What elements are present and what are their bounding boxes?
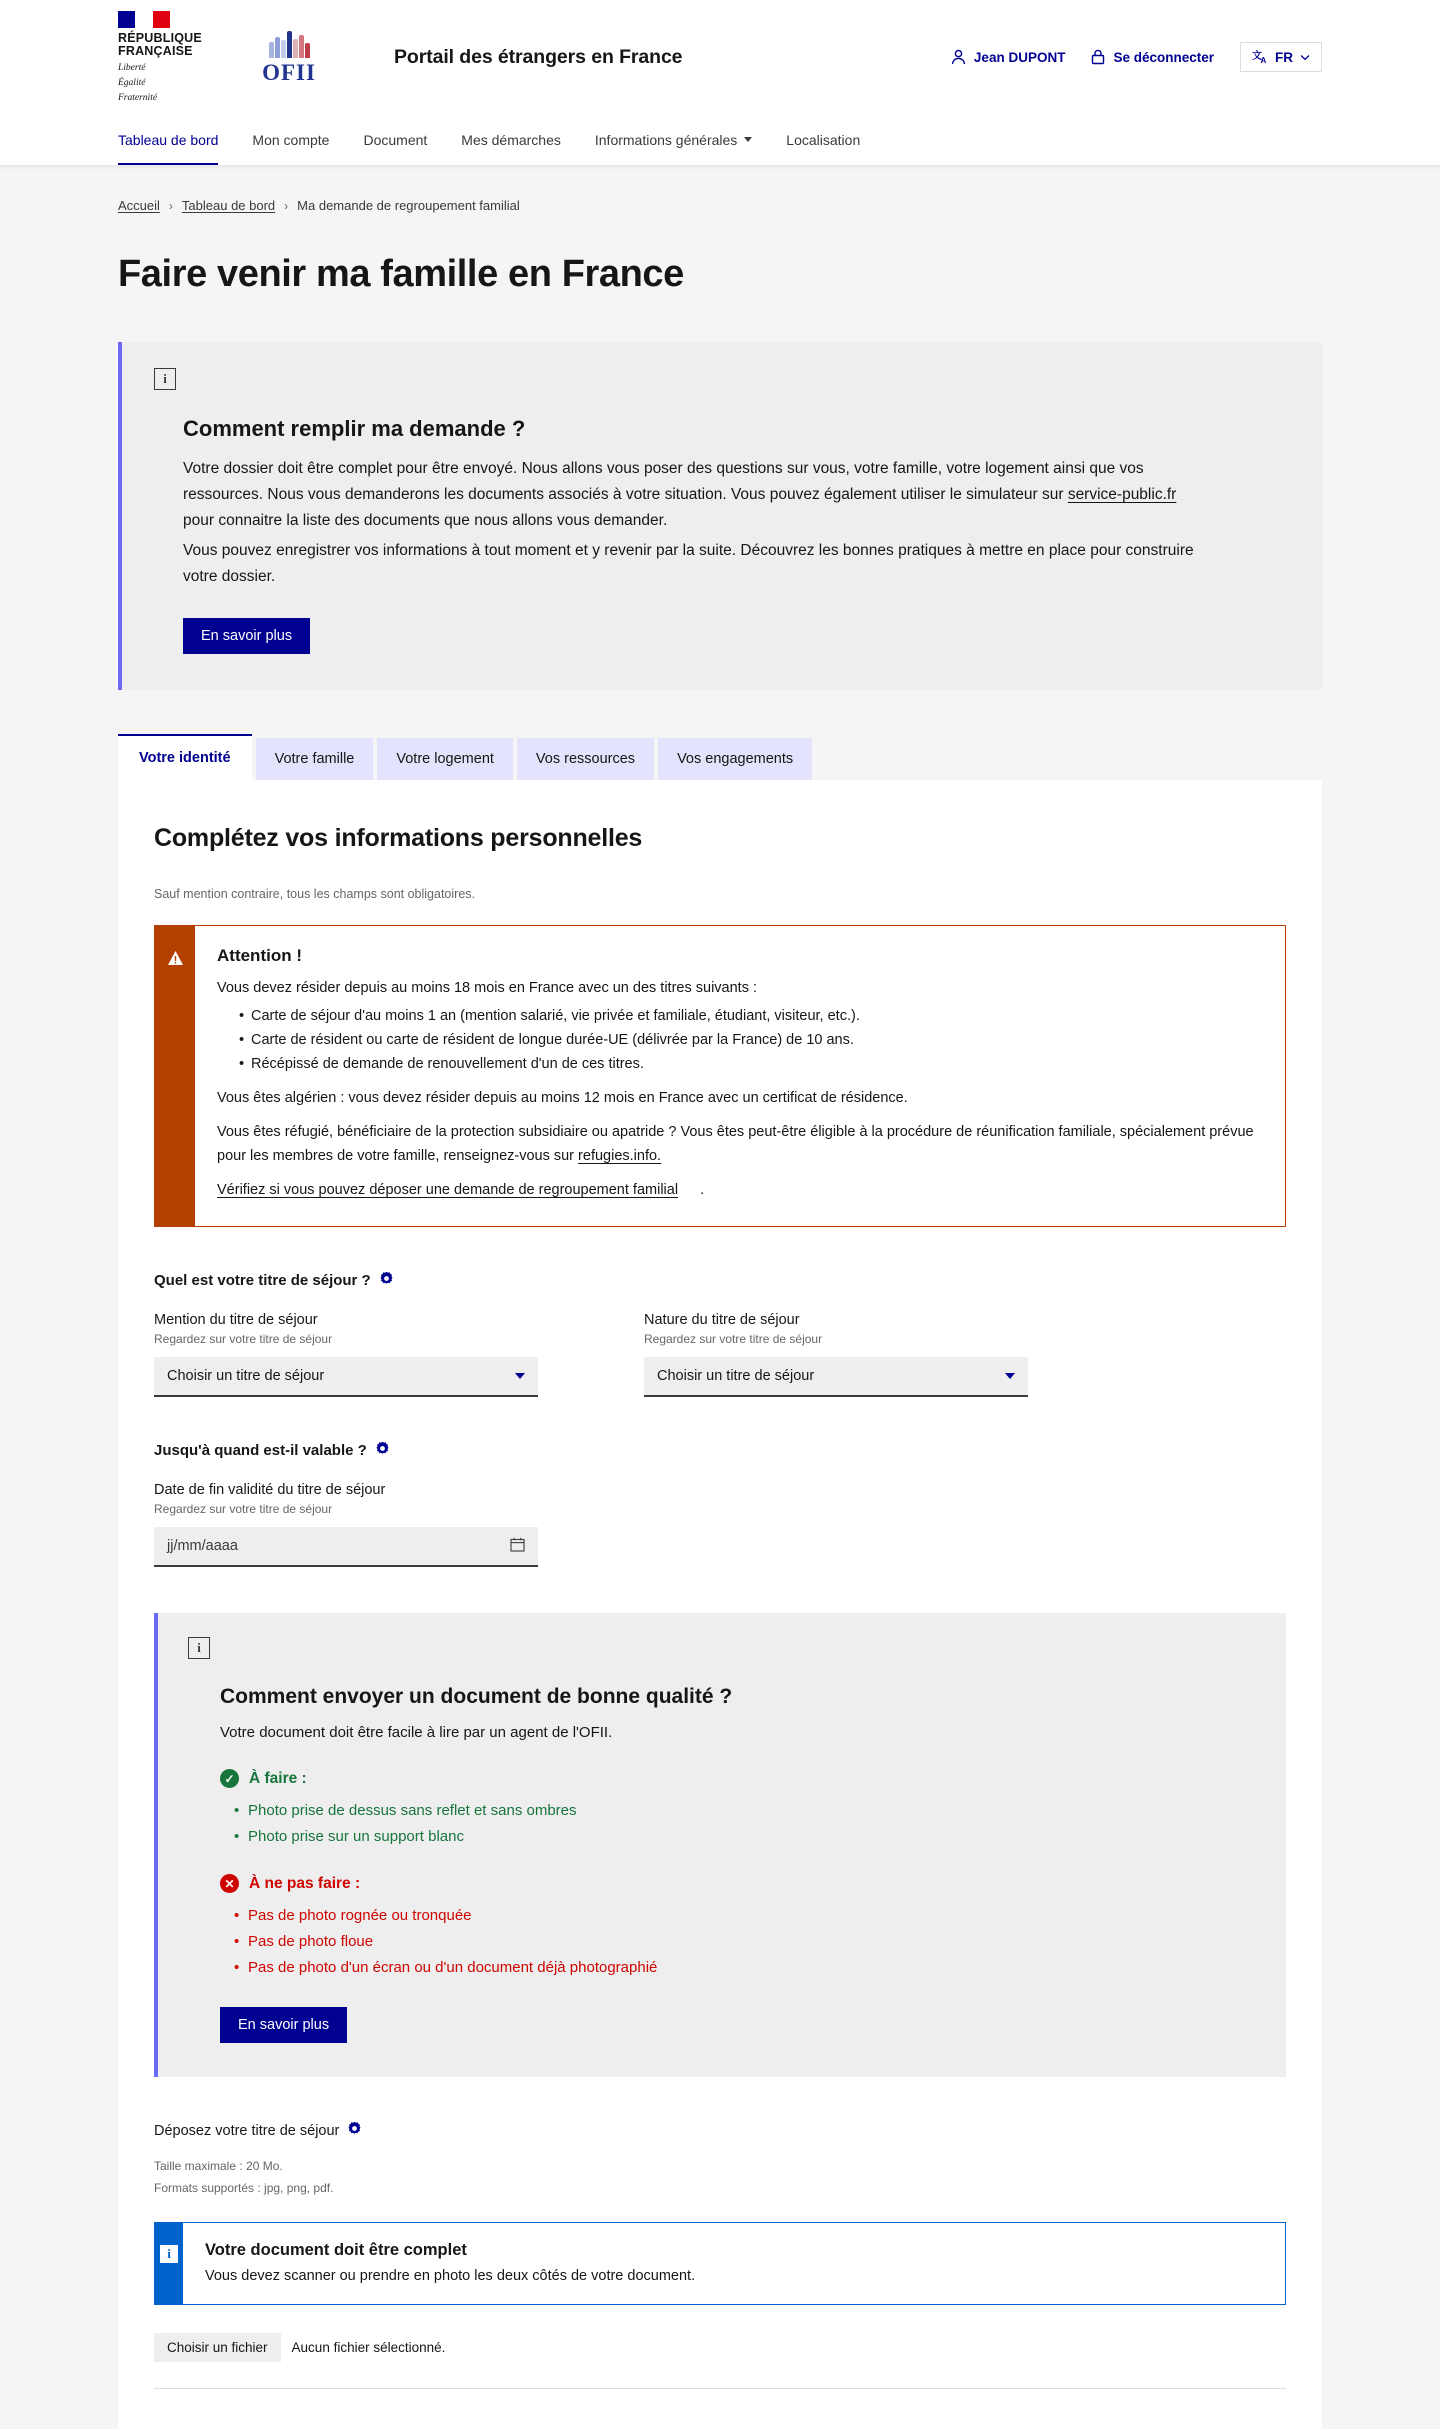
user-name-label: Jean DUPONT bbox=[973, 49, 1066, 65]
tab-vos-engagements[interactable]: Vos engagements bbox=[658, 738, 812, 780]
quality-en-savoir-plus-button[interactable]: En savoir plus bbox=[220, 2007, 347, 2043]
verify-eligibility-link[interactable]: Vérifiez si vous pouvez déposer une demande de regroupement familial bbox=[217, 1182, 679, 1198]
date-placeholder: jj/mm/aaaa bbox=[167, 1538, 238, 1554]
notice-body bbox=[183, 2223, 715, 2304]
chevron-down-icon bbox=[1005, 1373, 1015, 1379]
upload-formats: Formats supportés : jpg, png, pdf. bbox=[154, 2181, 334, 2195]
logout-label: Se déconnecter bbox=[1113, 49, 1214, 65]
field-nature-titre bbox=[644, 1312, 1028, 1397]
document-complete-notice bbox=[154, 2222, 1286, 2305]
field-hint: Regardez sur votre titre de séjour bbox=[154, 1332, 333, 1346]
warning-title: Attention ! bbox=[217, 946, 302, 965]
republique-line-2: FRANÇAISE bbox=[118, 44, 193, 58]
warning-bullet: • Récépissé de demande de renouvellement d'un de ces titres. bbox=[239, 1052, 1259, 1076]
nav-item-document[interactable] bbox=[346, 114, 444, 165]
nav-label: Document bbox=[363, 131, 428, 148]
dont-item: • Pas de photo d'un écran ou d'un document déjà photographié bbox=[234, 1955, 1258, 1981]
question-label: Quel est votre titre de séjour ? bbox=[154, 1272, 371, 1289]
en-savoir-plus-button[interactable]: En savoir plus bbox=[183, 618, 310, 654]
nav-item-tableau-de-bord[interactable] bbox=[118, 114, 235, 165]
user-icon bbox=[951, 49, 966, 65]
user-account-button[interactable] bbox=[951, 49, 1066, 65]
callout-heading: Comment remplir ma demande ? bbox=[183, 416, 526, 441]
nature-titre-select[interactable] bbox=[644, 1357, 1028, 1397]
document-quality-callout bbox=[154, 1613, 1286, 2077]
question-titre-de-sejour bbox=[154, 1271, 1286, 1290]
do-list bbox=[234, 1798, 1258, 1850]
nav-label: Tableau de bord bbox=[118, 131, 219, 148]
ofii-wordmark: OFII bbox=[262, 60, 316, 85]
site-header bbox=[0, 0, 1440, 114]
question-validite bbox=[154, 1441, 1286, 1460]
warning-bullet-list bbox=[217, 1004, 1259, 1076]
eligibility-warning bbox=[154, 925, 1286, 1227]
main-navigation bbox=[0, 114, 1440, 166]
warning-bullet: • Carte de résident ou carte de résident de longue durée-UE (délivrée par la France) de 10 ans. bbox=[239, 1028, 1259, 1052]
devise-fraternite: Fraternité bbox=[118, 92, 158, 103]
breadcrumb bbox=[118, 166, 1322, 213]
tabpanel-votre-identite bbox=[118, 780, 1322, 2429]
language-selector[interactable] bbox=[1240, 42, 1322, 72]
language-label: FR bbox=[1275, 49, 1293, 65]
header-tools bbox=[951, 42, 1322, 72]
breadcrumb-separator-icon: › bbox=[284, 198, 289, 213]
republique-francaise-logo bbox=[118, 11, 214, 104]
ofii-figures-icon bbox=[269, 28, 310, 58]
dont-label-row bbox=[220, 1874, 1258, 1893]
file-status-label: Aucun fichier sélectionné. bbox=[291, 2340, 446, 2355]
warning-algerian-note: Vous êtes algérien : vous devez résider depuis au moins 12 mois en France avec un certificat de résidence. bbox=[217, 1090, 908, 1106]
svg-text:文: 文 bbox=[1252, 51, 1262, 62]
check-circle-icon: ✓ bbox=[220, 1769, 239, 1788]
breadcrumb-home[interactable]: Accueil bbox=[118, 198, 160, 213]
refugies-info-link[interactable]: refugies.info. bbox=[578, 1148, 662, 1164]
warning-refugee-note bbox=[217, 1120, 1259, 1168]
select-value: Choisir un titre de séjour bbox=[657, 1368, 815, 1384]
main-content bbox=[0, 166, 1440, 2429]
breadcrumb-tableau-de-bord[interactable]: Tableau de bord bbox=[181, 198, 276, 213]
form-tabs bbox=[118, 734, 1322, 2429]
field-label: Mention du titre de séjour bbox=[154, 1312, 318, 1328]
warning-bullet: • Carte de séjour d'au moins 1 an (mention salarié, vie privée et familiale, étudiant, visiteur, etc.). bbox=[239, 1004, 1259, 1028]
section-title: Complétez vos informations personnelles bbox=[154, 824, 643, 852]
french-flag-icon bbox=[118, 11, 170, 28]
field-hint: Regardez sur votre titre de séjour bbox=[154, 1502, 333, 1516]
calendar-icon[interactable] bbox=[510, 1537, 525, 1556]
callout-paragraph-2: Vous pouvez enregistrer vos informations à tout moment et y revenir par la suite. Découvrez les bonnes pratiques à mettre en place pour construire votre dossier. bbox=[183, 542, 1194, 585]
breadcrumb-current: Ma demande de regroupement familial bbox=[297, 198, 520, 213]
devise-liberte: Liberté bbox=[118, 62, 146, 73]
nav-item-localisation[interactable] bbox=[769, 114, 877, 165]
tab-votre-logement[interactable]: Votre logement bbox=[377, 738, 513, 780]
question-label: Jusqu'à quand est-il valable ? bbox=[154, 1442, 367, 1459]
warning-refugee-text: Vous êtes réfugié, bénéficiaire de la protection subsidiaire ou apatride ? Vous êtes peut-être éligible à la procédure de réunification familiale, spécialement prévue pour les membres de votre famille, renseignez-vous sur bbox=[217, 1124, 1254, 1164]
callout-text-b: pour connaitre la liste des documents que nous allons vous demander. bbox=[183, 512, 668, 529]
notice-accent-bar bbox=[155, 2223, 183, 2304]
chevron-down-icon bbox=[515, 1373, 525, 1379]
svg-text:A: A bbox=[1260, 56, 1267, 65]
section-divider bbox=[154, 2388, 1286, 2389]
date-validite-row bbox=[154, 1482, 1286, 1567]
info-icon: i bbox=[154, 368, 176, 390]
field-hint: Regardez sur votre titre de séjour bbox=[644, 1332, 823, 1346]
upload-label-text: Déposez votre titre de séjour bbox=[154, 2122, 340, 2139]
titre-de-sejour-fields bbox=[154, 1312, 1286, 1397]
upload-section-label bbox=[154, 2121, 1286, 2140]
help-gear-icon[interactable] bbox=[347, 2121, 362, 2140]
translate-icon bbox=[1252, 49, 1268, 65]
page-title: Faire venir ma famille en France bbox=[118, 253, 684, 295]
warning-icon bbox=[167, 950, 184, 1226]
do-item: • Photo prise sur un support blanc bbox=[234, 1824, 1258, 1850]
callout-paragraph-1 bbox=[183, 456, 1213, 534]
dont-label: À ne pas faire : bbox=[249, 1874, 361, 1892]
nav-item-mon-compte[interactable] bbox=[235, 114, 346, 165]
info-icon: i bbox=[160, 2245, 178, 2263]
warning-intro: Vous devez résider depuis au moins 18 mois en France avec un des titres suivants : bbox=[217, 980, 758, 996]
callout-text-a: Votre dossier doit être complet pour être envoyé. Nous allons vous poser des questions sur vous, votre famille, votre logement ainsi que vos ressources. Nous vous demanderons les documents associés à votre situation. Vous pouvez également utiliser le simulateur sur bbox=[183, 460, 1144, 503]
warning-body bbox=[195, 926, 1285, 1226]
chevron-down-icon bbox=[1300, 54, 1310, 61]
help-gear-icon[interactable] bbox=[379, 1271, 394, 1290]
tab-votre-famille[interactable]: Votre famille bbox=[256, 738, 374, 780]
warning-verify-row bbox=[217, 1178, 1259, 1202]
do-item: • Photo prise de dessus sans reflet et sans ombres bbox=[234, 1798, 1258, 1824]
do-label: À faire : bbox=[249, 1769, 307, 1787]
chevron-down-icon bbox=[744, 137, 752, 142]
page-portal-title: Portail des étrangers en France bbox=[394, 45, 683, 68]
field-mention-titre bbox=[154, 1312, 538, 1397]
nav-label: Informations générales bbox=[594, 131, 738, 148]
logout-button[interactable] bbox=[1091, 49, 1214, 65]
select-value: Choisir un titre de séjour bbox=[167, 1368, 325, 1384]
nav-item-mes-demarches[interactable] bbox=[444, 114, 578, 165]
nav-label: Localisation bbox=[786, 131, 861, 148]
notice-title: Votre document doit être complet bbox=[205, 2241, 467, 2259]
help-gear-icon[interactable] bbox=[375, 1441, 390, 1460]
warning-accent-bar bbox=[155, 926, 195, 1226]
field-label: Nature du titre de séjour bbox=[644, 1312, 800, 1328]
nav-label: Mon compte bbox=[252, 131, 330, 148]
brand-block bbox=[118, 11, 682, 104]
do-label-row bbox=[220, 1769, 1258, 1788]
dont-item: • Pas de photo floue bbox=[234, 1929, 1258, 1955]
dont-item: • Pas de photo rognée ou tronquée bbox=[234, 1903, 1258, 1929]
tab-votre-identite[interactable]: Votre identité bbox=[118, 734, 252, 780]
ofii-logo bbox=[250, 28, 328, 86]
service-public-link[interactable]: service-public.fr bbox=[1067, 486, 1177, 503]
mandatory-fields-note: Sauf mention contraire, tous les champs sont obligatoires. bbox=[154, 887, 476, 901]
tab-vos-ressources[interactable]: Vos ressources bbox=[517, 738, 654, 780]
field-date-validite bbox=[154, 1482, 538, 1567]
choose-file-button[interactable]: Choisir un fichier bbox=[154, 2333, 281, 2362]
nav-label: Mes démarches bbox=[461, 131, 561, 148]
dont-list bbox=[234, 1903, 1258, 1981]
how-to-fill-callout bbox=[118, 342, 1322, 690]
info-icon: i bbox=[188, 1637, 210, 1659]
republique-line-1: RÉPUBLIQUE bbox=[118, 30, 202, 45]
field-label: Date de fin validité du titre de séjour bbox=[154, 1482, 386, 1498]
upload-max-size: Taille maximale : 20 Mo. bbox=[154, 2159, 283, 2173]
quality-heading: Comment envoyer un document de bonne qualité ? bbox=[220, 1685, 733, 1708]
date-validite-input[interactable] bbox=[154, 1527, 538, 1567]
lock-icon bbox=[1091, 49, 1105, 65]
tablist bbox=[118, 734, 1322, 780]
file-picker bbox=[154, 2333, 1286, 2362]
mention-titre-select[interactable] bbox=[154, 1357, 538, 1397]
nav-item-informations-generales[interactable] bbox=[578, 114, 769, 165]
devise-egalite: Égalité bbox=[118, 77, 146, 88]
verify-suffix: . bbox=[700, 1182, 705, 1198]
cross-circle-icon: ✕ bbox=[220, 1874, 239, 1893]
quality-intro: Votre document doit être facile à lire par un agent de l'OFII. bbox=[220, 1724, 613, 1741]
notice-text: Vous devez scanner ou prendre en photo les deux côtés de votre document. bbox=[205, 2268, 696, 2284]
breadcrumb-separator-icon: › bbox=[168, 198, 173, 213]
